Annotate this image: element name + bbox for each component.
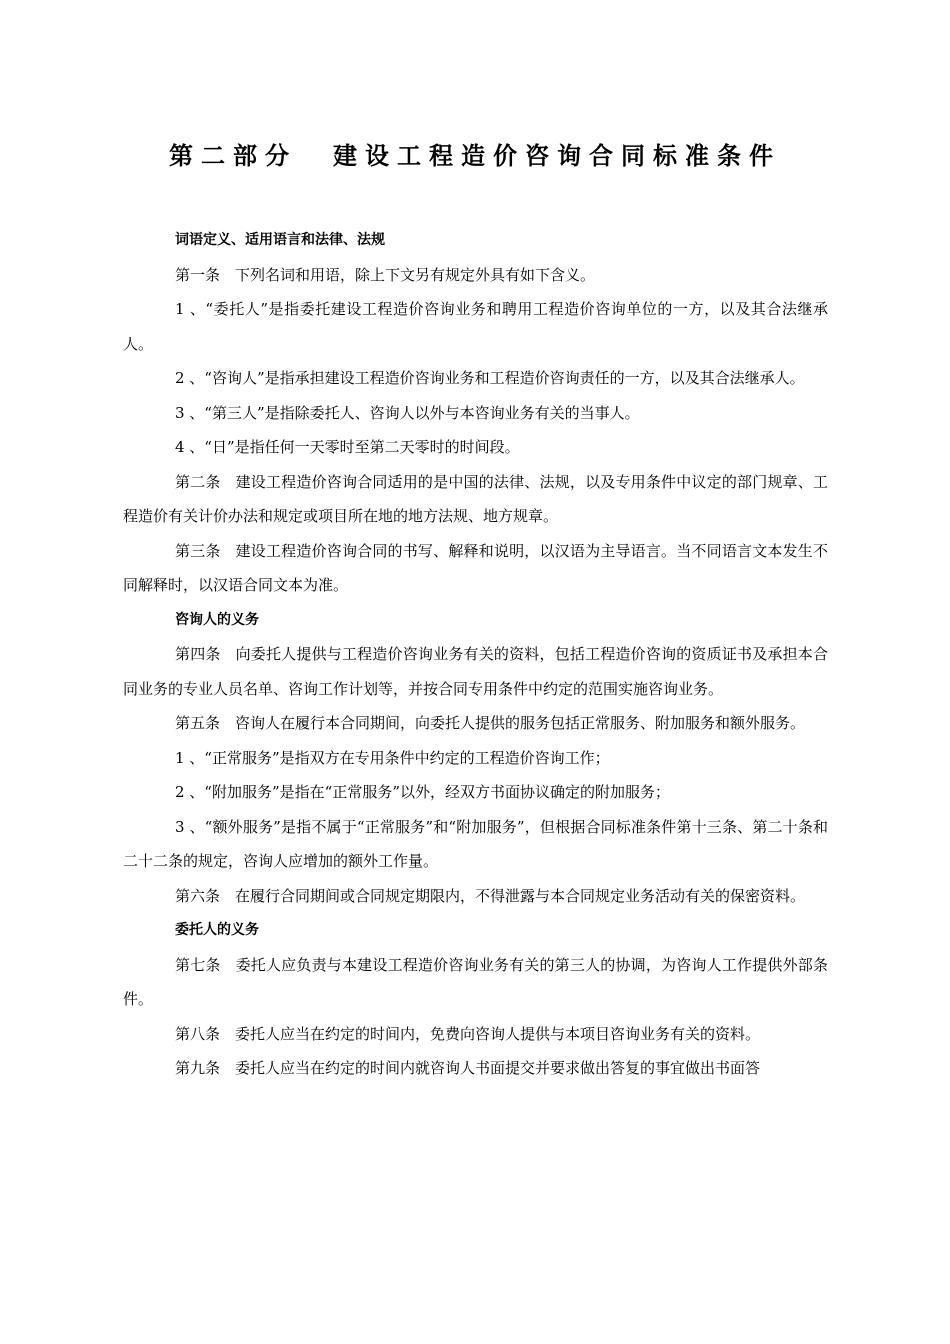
- paragraph-text: 咨询人在履行本合同期间，向委托人提供的服务包括正常服务、附加服务和额外服务。: [235, 714, 806, 732]
- paragraph-text: 委托人应当在约定的时间内就咨询人书面提交并要求做出答复的事宜做出书面答: [235, 1059, 761, 1077]
- paragraph-text: 3 、“额外服务”是指不属于“正常服务”和“附加服务”，但根据合同标准条件第十三条、第二十条和二十二条的规定，咨询人应增加的额外工作量。: [123, 817, 828, 870]
- article-number: 第六条: [175, 886, 221, 905]
- paragraph-text: 2 、“咨询人”是指承担建设工程造价咨询业务和工程造价咨询责任的一方，以及其合法继承人。: [175, 369, 805, 387]
- paragraph-text: 委托人应负责与本建设工程造价咨询业务有关的第三人的协调，为咨询人工作提供外部条件。: [123, 955, 828, 1008]
- article-number: 第五条: [175, 714, 221, 732]
- paragraph-text: 建设工程造价咨询合同的书写、解释和说明，以汉语为主导语言。当不同语言文本发生不同解释时，以汉语合同文本为准。: [123, 541, 828, 594]
- paragraph-text: 3 、“第三人”是指除委托人、咨询人以外与本咨询业务有关的当事人。: [175, 403, 640, 422]
- paragraph: [123, 361, 828, 396]
- paragraph: [123, 775, 828, 810]
- article-number: 第九条: [175, 1059, 221, 1077]
- paragraph-text: 建设工程造价咨询合同适用的是中国的法律、法规，以及专用条件中议定的部门规章、工程造价有关计价办法和规定或项目所在地的地方法规、地方规章。: [123, 472, 828, 525]
- article-number: 第四条: [175, 645, 221, 663]
- section-heading: 词语定义、适用语言和法律、法规: [175, 232, 385, 248]
- paragraph: [123, 741, 828, 776]
- paragraph-text: 1 、“委托人”是指委托建设工程造价咨询业务和聘用工程造价咨询单位的一方，以及其合法继承人。: [123, 300, 828, 353]
- paragraph: [123, 948, 828, 1017]
- paragraph: [123, 292, 828, 361]
- section-heading: 咨询人的义务: [175, 611, 259, 628]
- paragraph: [123, 465, 828, 534]
- paragraph: [123, 396, 828, 431]
- article-number: 第七条: [175, 955, 221, 974]
- paragraph: [123, 879, 828, 914]
- paragraph: [123, 1017, 828, 1052]
- page-title: [0, 141, 950, 171]
- paragraph: [123, 430, 828, 465]
- paragraph: [123, 637, 828, 706]
- paragraph-text: 在履行合同期间或合同规定期限内，不得泄露与本合同规定业务活动有关的保密资料。: [235, 886, 806, 905]
- article-number: 第三条: [175, 541, 221, 560]
- paragraph: [123, 706, 828, 741]
- paragraph-text: 1 、“正常服务”是指双方在专用条件中约定的工程造价咨询工作；: [175, 748, 610, 767]
- article-number: 第八条: [175, 1024, 221, 1043]
- title-part: 第二部分: [169, 142, 297, 170]
- paragraph-text: 下列名词和用语，除上下文另有规定外具有如下含义。: [235, 265, 596, 284]
- paragraph-text: 4 、“日”是指任何一天零时至第二天零时的时间段。: [175, 438, 520, 456]
- paragraph: [123, 810, 828, 879]
- paragraph-text: 委托人应当在约定的时间内，免费向咨询人提供与本项目咨询业务有关的资料。: [235, 1024, 761, 1043]
- paragraph: [123, 258, 828, 293]
- paragraph: [123, 1051, 828, 1086]
- section-heading: 委托人的义务: [175, 922, 259, 938]
- title-name: 建设工程造价咨询合同标准条件: [333, 142, 781, 170]
- paragraph-text: 向委托人提供与工程造价咨询业务有关的资料，包括工程造价咨询的资质证书及承担本合同业务的专业人员名单、咨询工作计划等，并按合同专用条件中约定的范围实施咨询业务。: [123, 645, 828, 698]
- paragraph: [123, 534, 828, 603]
- paragraph-text: 2 、“附加服务”是指在“正常服务”以外，经双方书面协议确定的附加服务；: [175, 783, 670, 801]
- document-body: [123, 223, 828, 1086]
- article-number: 第一条: [175, 265, 221, 284]
- article-number: 第二条: [175, 472, 221, 491]
